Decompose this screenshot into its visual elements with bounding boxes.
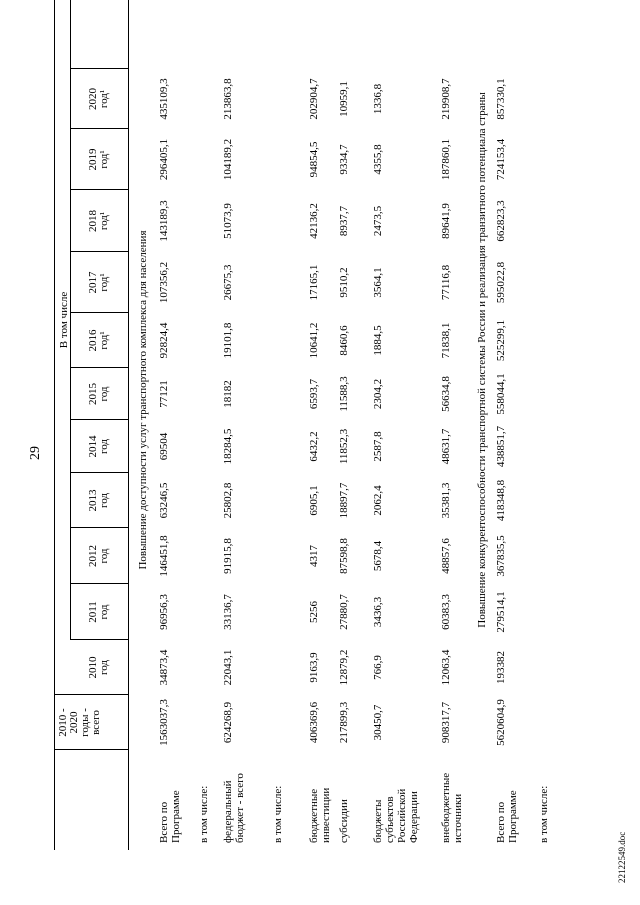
table-cell: 56634,8 [440,376,452,412]
header-bottom-rule [128,0,129,850]
table-cell: 33136,7 [222,594,234,630]
table-cell: 63246,5 [158,482,170,519]
row-label: бюджетные инвестиции [308,787,332,843]
header-year-2012: 2012 год [87,545,110,567]
row-label: Всего по Программе [495,790,519,843]
row-label: в том числе: [272,785,284,843]
table-cell: 4317 [308,545,320,567]
header-year-2020: 2020 год¹ [87,88,110,110]
header-year-2015: 2015 год [87,383,110,405]
section-title: Повышение доступности услуг транспортного комплекса для населения [137,230,149,570]
table-cell: 1563037,3 [158,699,170,746]
table-cell: 22043,1 [222,649,234,686]
table-cell: 11852,3 [338,428,350,465]
table-cell: 857330,1 [495,78,507,120]
table-cell: 9334,7 [338,144,350,175]
table-cell: 18182 [222,380,234,408]
table-cell: 2304,2 [372,378,384,410]
table-cell: 2587,8 [372,431,384,462]
table-cell: 104189,2 [222,138,234,181]
table-cell: 25802,8 [222,482,234,519]
table-top-rule [54,0,55,850]
table-cell: 6593,7 [308,378,320,410]
table-cell: 5678,4 [372,540,384,572]
table-cell: 143189,3 [158,200,170,242]
table-cell: 35381,3 [440,482,452,519]
table-cell: 1336,8 [372,83,384,115]
table-cell: 662823,3 [495,200,507,242]
table-cell: 107356,2 [158,261,170,304]
table-cell: 6905,1 [308,485,320,516]
table-cell: 26675,3 [222,264,234,301]
header-year-2019: 2019 год¹ [87,148,110,171]
row-label: в том числе: [198,785,210,843]
table-cell: 418348,8 [495,479,507,522]
table-cell: 11588,3 [338,376,350,412]
table-cell: 69504 [158,432,170,461]
header-year-2013: 2013 год [87,489,110,512]
table-cell: 406369,6 [308,701,320,744]
table-cell: 18284,5 [222,428,234,465]
table-cell: 4355,8 [372,144,384,175]
table-cell: 96956,3 [158,594,170,630]
table-cell: 146451,8 [158,535,170,577]
table-cell: 48631,7 [440,428,452,465]
table-cell: 3564,1 [372,267,384,298]
table-cell: 2062,4 [372,485,384,516]
table-cell: 9163,9 [308,652,320,683]
row-label: Всего по Программе [158,790,182,843]
table-cell: 2473,5 [372,205,384,237]
table-cell: 27880,7 [338,594,350,630]
header-year-2018: 2018 год¹ [87,210,110,232]
table-cell: 19101,8 [222,322,234,359]
header-group-label: В том числе [58,291,70,349]
table-cell: 12879,2 [338,649,350,686]
header-year-2011: 2011 год [87,601,110,623]
table-cell: 219908,7 [440,78,452,120]
table-cell: 438851,7 [495,425,507,468]
group-header-rule [70,0,71,640]
table-cell: 34873,4 [158,649,170,686]
table-cell: 187860,1 [440,138,452,181]
header-total-column: 2010 - 2020 годы - всего [57,708,102,737]
table-cell: 77116,8 [440,264,452,301]
table-cell: 296405,1 [158,138,170,181]
table-cell: 94854,5 [308,141,320,178]
table-cell: 9510,2 [338,267,350,298]
table-cell: 624268,9 [222,701,234,744]
table-cell: 8937,7 [338,205,350,237]
table-cell: 3436,3 [372,596,384,628]
table-cell: 279514,1 [495,591,507,633]
table-cell: 18897,7 [338,482,350,519]
table-cell: 595022,8 [495,261,507,304]
header-year-2017: 2017 год¹ [87,271,110,294]
table-cell: 77121 [158,380,170,408]
row-label: федеральный бюджет - всего [222,773,246,843]
table-cell: 92824,4 [158,322,170,359]
table-cell: 89641,9 [440,203,452,239]
table-cell: 87598,8 [338,538,350,574]
table-cell: 217899,3 [338,701,350,744]
page-number: 29 [28,446,43,460]
table-cell: 5620604,9 [495,699,507,746]
row-label: субсидии [338,799,350,843]
table-cell: 48857,6 [440,538,452,574]
table-cell: 91915,8 [222,538,234,574]
table-cell: 42136,2 [308,203,320,239]
table-cell: 30450,7 [372,704,384,741]
row-label: бюджеты субъектов Российской Федерации [372,788,420,843]
header-year-2014: 2014 год [87,435,110,458]
table-cell: 10959,1 [338,81,350,117]
table-cell: 435109,3 [158,78,170,120]
row-label: внебюджетные источники [440,772,464,843]
table-cell: 1884,5 [372,325,384,356]
table-cell: 8460,6 [338,325,350,356]
header-year-2010: 2010 год [87,656,110,679]
table-cell: 367835,5 [495,535,507,577]
table-cell: 193382 [495,651,507,684]
footer-document-code: 22122549.doc [617,831,627,883]
table-cell: 6432,2 [308,431,320,462]
table-cell: 51073,9 [222,203,234,239]
section-title: Повышение конкурентоспособности транспортной системы России и реализация транзитного потенциала страны [476,92,488,628]
table-cell: 60383,3 [440,594,452,630]
table-cell: 202904,7 [308,78,320,120]
table-cell: 724153,4 [495,138,507,181]
header-year-2016: 2016 год¹ [87,329,110,352]
table-cell: 17165,1 [308,264,320,301]
row-label: в том числе: [538,785,550,843]
table-cell: 71838,1 [440,322,452,359]
table-cell: 12063,4 [440,649,452,686]
table-cell: 558044,1 [495,373,507,415]
table-cell: 213863,8 [222,78,234,120]
table-cell: 10641,2 [308,322,320,359]
table-cell: 766,9 [372,655,384,680]
table-cell: 525299,1 [495,319,507,362]
table-cell: 908317,7 [440,701,452,744]
table-cell: 5256 [308,601,320,623]
